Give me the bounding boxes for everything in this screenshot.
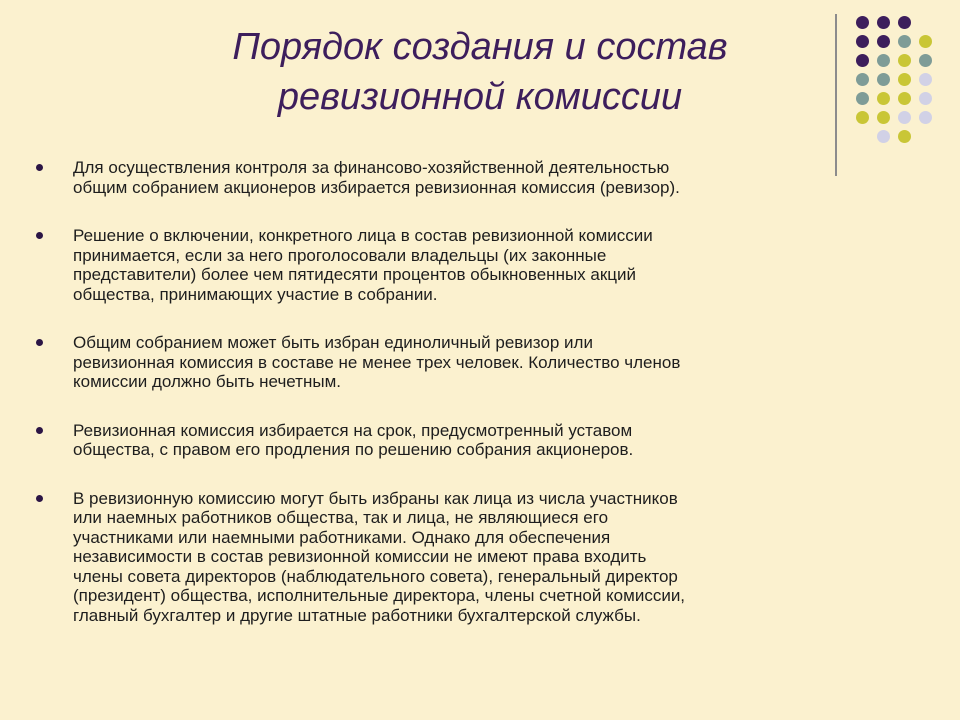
bullet-dot-icon	[36, 495, 43, 502]
decorative-dot-icon	[898, 73, 911, 86]
slide-title-line-1: Порядок создания и состав	[232, 26, 728, 68]
bullet-item-1	[32, 158, 862, 197]
decorative-dot-icon	[856, 92, 869, 105]
bullet-dot-icon	[36, 339, 43, 346]
decorative-dot-icon	[856, 54, 869, 67]
decorative-dot-icon	[877, 16, 890, 29]
decorative-dot-icon	[898, 35, 911, 48]
decorative-dot-icon	[856, 16, 869, 29]
bullet-dot-icon	[36, 164, 43, 171]
bullet-line: общества, принимающих участие в собрании.	[73, 284, 438, 304]
bullet-item-5	[32, 489, 862, 626]
bullet-dot-icon	[36, 427, 43, 434]
bullet-dot-icon	[36, 232, 43, 239]
decorative-dot-icon	[919, 73, 932, 86]
bullet-line: Решение о включении, конкретного лица в состав ревизионной комиссии	[73, 226, 653, 245]
bullet-line: или наемных работников общества, так и лица, не являющиеся его	[73, 508, 609, 527]
bullet-line: ревизионная комиссия в составе не менее трех человек. Количество членов	[73, 352, 681, 372]
bullet-item-2	[32, 226, 862, 304]
bullet-line: члены совета директоров (наблюдательного совета), генеральный директор	[73, 566, 678, 586]
decorative-dot-icon	[919, 54, 932, 67]
decorative-dot-icon	[856, 111, 869, 124]
bullet-line: Для осуществления контроля за финансово-хозяйственной деятельностью	[73, 158, 670, 177]
decorative-dot-icon	[877, 35, 890, 48]
decorative-dot-icon	[898, 16, 911, 29]
bullet-item-4	[32, 421, 862, 460]
bullet-line: Ревизионная комиссия избирается на срок, предусмотренный уставом	[73, 420, 633, 440]
decorative-dot-icon	[898, 92, 911, 105]
bullet-line: главный бухгалтер и другие штатные работники бухгалтерской службы.	[73, 605, 641, 625]
bullet-line: В ревизионную комиссию могут быть избраны как лица из числа участников	[73, 488, 678, 508]
decorative-dot-icon	[877, 54, 890, 67]
decorative-dot-icon	[856, 35, 869, 48]
decorative-dot-icon	[877, 130, 890, 143]
decorative-dot-icon	[856, 73, 869, 86]
decorative-dot-icon	[919, 35, 932, 48]
bullet-line: комиссии должно быть нечетным.	[73, 372, 341, 391]
decorative-dot-icon	[898, 54, 911, 67]
bullet-line: (президент) общества, исполнительные директора, члены счетной комиссии,	[73, 586, 686, 605]
bullet-item-3	[32, 333, 862, 392]
decorative-dot-icon	[877, 92, 890, 105]
decorative-dot-icon	[898, 130, 911, 143]
bullet-line: участниками или наемными работниками. Однако для обеспечения	[73, 527, 611, 547]
bullet-line: представители) более чем пятидесяти процентов обыкновенных акций	[73, 265, 637, 284]
bullet-line: независимости в состав ревизионной комиссии не имеют права входить	[73, 547, 647, 566]
bullet-line: Общим собранием может быть избран единоличный ревизор или	[73, 333, 593, 352]
decorative-dot-icon	[919, 111, 932, 124]
bullet-line: принимается, если за него проголосовали владельцы (их законные	[73, 245, 607, 265]
slide-title-line-2: ревизионной комиссии	[277, 76, 683, 118]
decorative-dot-icon	[877, 111, 890, 124]
bullet-line: общества, с правом его продления по решению собрания акционеров.	[73, 440, 634, 459]
bullet-list	[32, 158, 862, 654]
decorative-dot-icon	[919, 92, 932, 105]
decorative-dot-icon	[877, 73, 890, 86]
bullet-line: общим собранием акционеров избирается ревизионная комиссия (ревизор).	[73, 177, 680, 197]
decorative-dot-icon	[898, 111, 911, 124]
